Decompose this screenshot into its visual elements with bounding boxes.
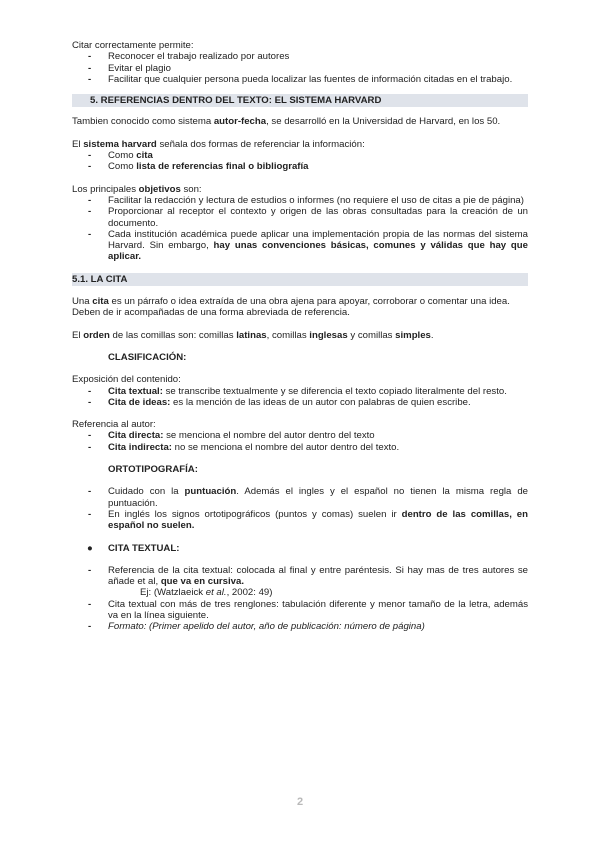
harvard-intro: Tambien conocido como sistema autor-fecha, se desarrolló en la Universidad de Harvard, en los 50. (72, 116, 501, 128)
list-item: - Referencia de la cita textual: colocada al final y entre paréntesis. Si hay mas de tres autores se añade et al, que va en cursiva. (72, 565, 528, 588)
bullet-icon: ● (87, 542, 93, 554)
ortho-heading: ORTOTIPOGRAFÍA: (108, 464, 198, 476)
ortho-list (72, 486, 528, 531)
list-item: - Facilitar que cualquier persona pueda localizar las fuentes de información citadas en el trabajo. (72, 74, 528, 85)
harvard-forms-lead: El sistema harvard señala dos formas de referenciar la información: (72, 138, 365, 150)
section-5-heading: 5. REFERENCIAS DENTRO DEL TEXTO: EL SISTEMA HARVARD (72, 94, 528, 107)
list-item: - Proporcionar al receptor el contexto y origen de las obras consultadas para la creación de un documento. (72, 206, 528, 229)
example-citation: Ej: (Watzlaeick et al., 2002: 49) (140, 587, 273, 599)
list-item: - Como cita (72, 150, 528, 161)
list-item: - Evitar el plagio (72, 63, 528, 74)
author-lead: Referencia al autor: (72, 419, 156, 431)
list-item: - Cita de ideas: es la mención de las ideas de un autor con palabras de quien escribe. (72, 397, 528, 408)
list-item: - Cita directa: se menciona el nombre del autor dentro del texto (72, 430, 528, 441)
intro-lead: Citar correctamente permite: (72, 40, 194, 51)
objectives-lead: Los principales objetivos son: (72, 183, 202, 195)
cita-definition-2: Deben de ir acompañadas de una forma abreviada de referencia. (72, 307, 350, 319)
list-item: - Formato: (Primer apelido del autor, año de publicación: número de página) (72, 621, 528, 632)
exposition-list (72, 386, 528, 409)
list-item: - Cita textual: se transcribe textualmente y se diferencia el texto copiado literalmente del resto. (72, 386, 528, 397)
textual-list-2 (72, 599, 528, 633)
intro-list (72, 51, 528, 85)
list-item: - Cita indirecta: no se menciona el nombre del autor dentro del texto. (72, 442, 528, 453)
document-page (72, 40, 528, 633)
list-item: - Facilitar la redacción y lectura de estudios o informes (no requiere el uso de citas a pie de página) (72, 195, 528, 206)
list-item: - Cada institución académica puede aplicar una implementación propia de las normas del sistema Harvard. Sin embargo, hay unas convenciones básicas, comunes y válidas que hay que aplicar. (72, 229, 528, 263)
list-item: - Como lista de referencias final o bibliografía (72, 161, 528, 172)
list-item: - En inglés los signos ortotipográficos (puntos y comas) suelen ir dentro de las comillas, en español no suelen. (72, 509, 528, 532)
forms-list (72, 150, 528, 173)
objectives-list (72, 195, 528, 263)
section-51-heading: 5.1. LA CITA (72, 273, 528, 286)
page-number: 2 (296, 796, 304, 808)
cita-definition: Una cita es un párrafo o idea extraída de una obra ajena para apoyar, corroborar o comentar una idea. (72, 296, 510, 308)
list-item: - Reconocer el trabajo realizado por autores (72, 51, 528, 62)
list-item: - Cuidado con la puntuación. Además el ingles y el español no tienen la misma regla de puntuación. (72, 486, 528, 509)
author-list (72, 430, 528, 453)
textual-heading: ● CITA TEXTUAL: (87, 542, 180, 554)
list-item: - Cita textual con más de tres renglones: tabulación diferente y menor tamaño de la letra, además va en la línea siguiente. (72, 599, 528, 622)
exposition-lead: Exposición del contenido: (72, 374, 181, 386)
quotes-order: El orden de las comillas son: comillas latinas, comillas inglesas y comillas simples. (72, 329, 434, 341)
classification-heading: CLASIFICACIÓN: (108, 351, 187, 363)
textual-list (72, 565, 528, 588)
